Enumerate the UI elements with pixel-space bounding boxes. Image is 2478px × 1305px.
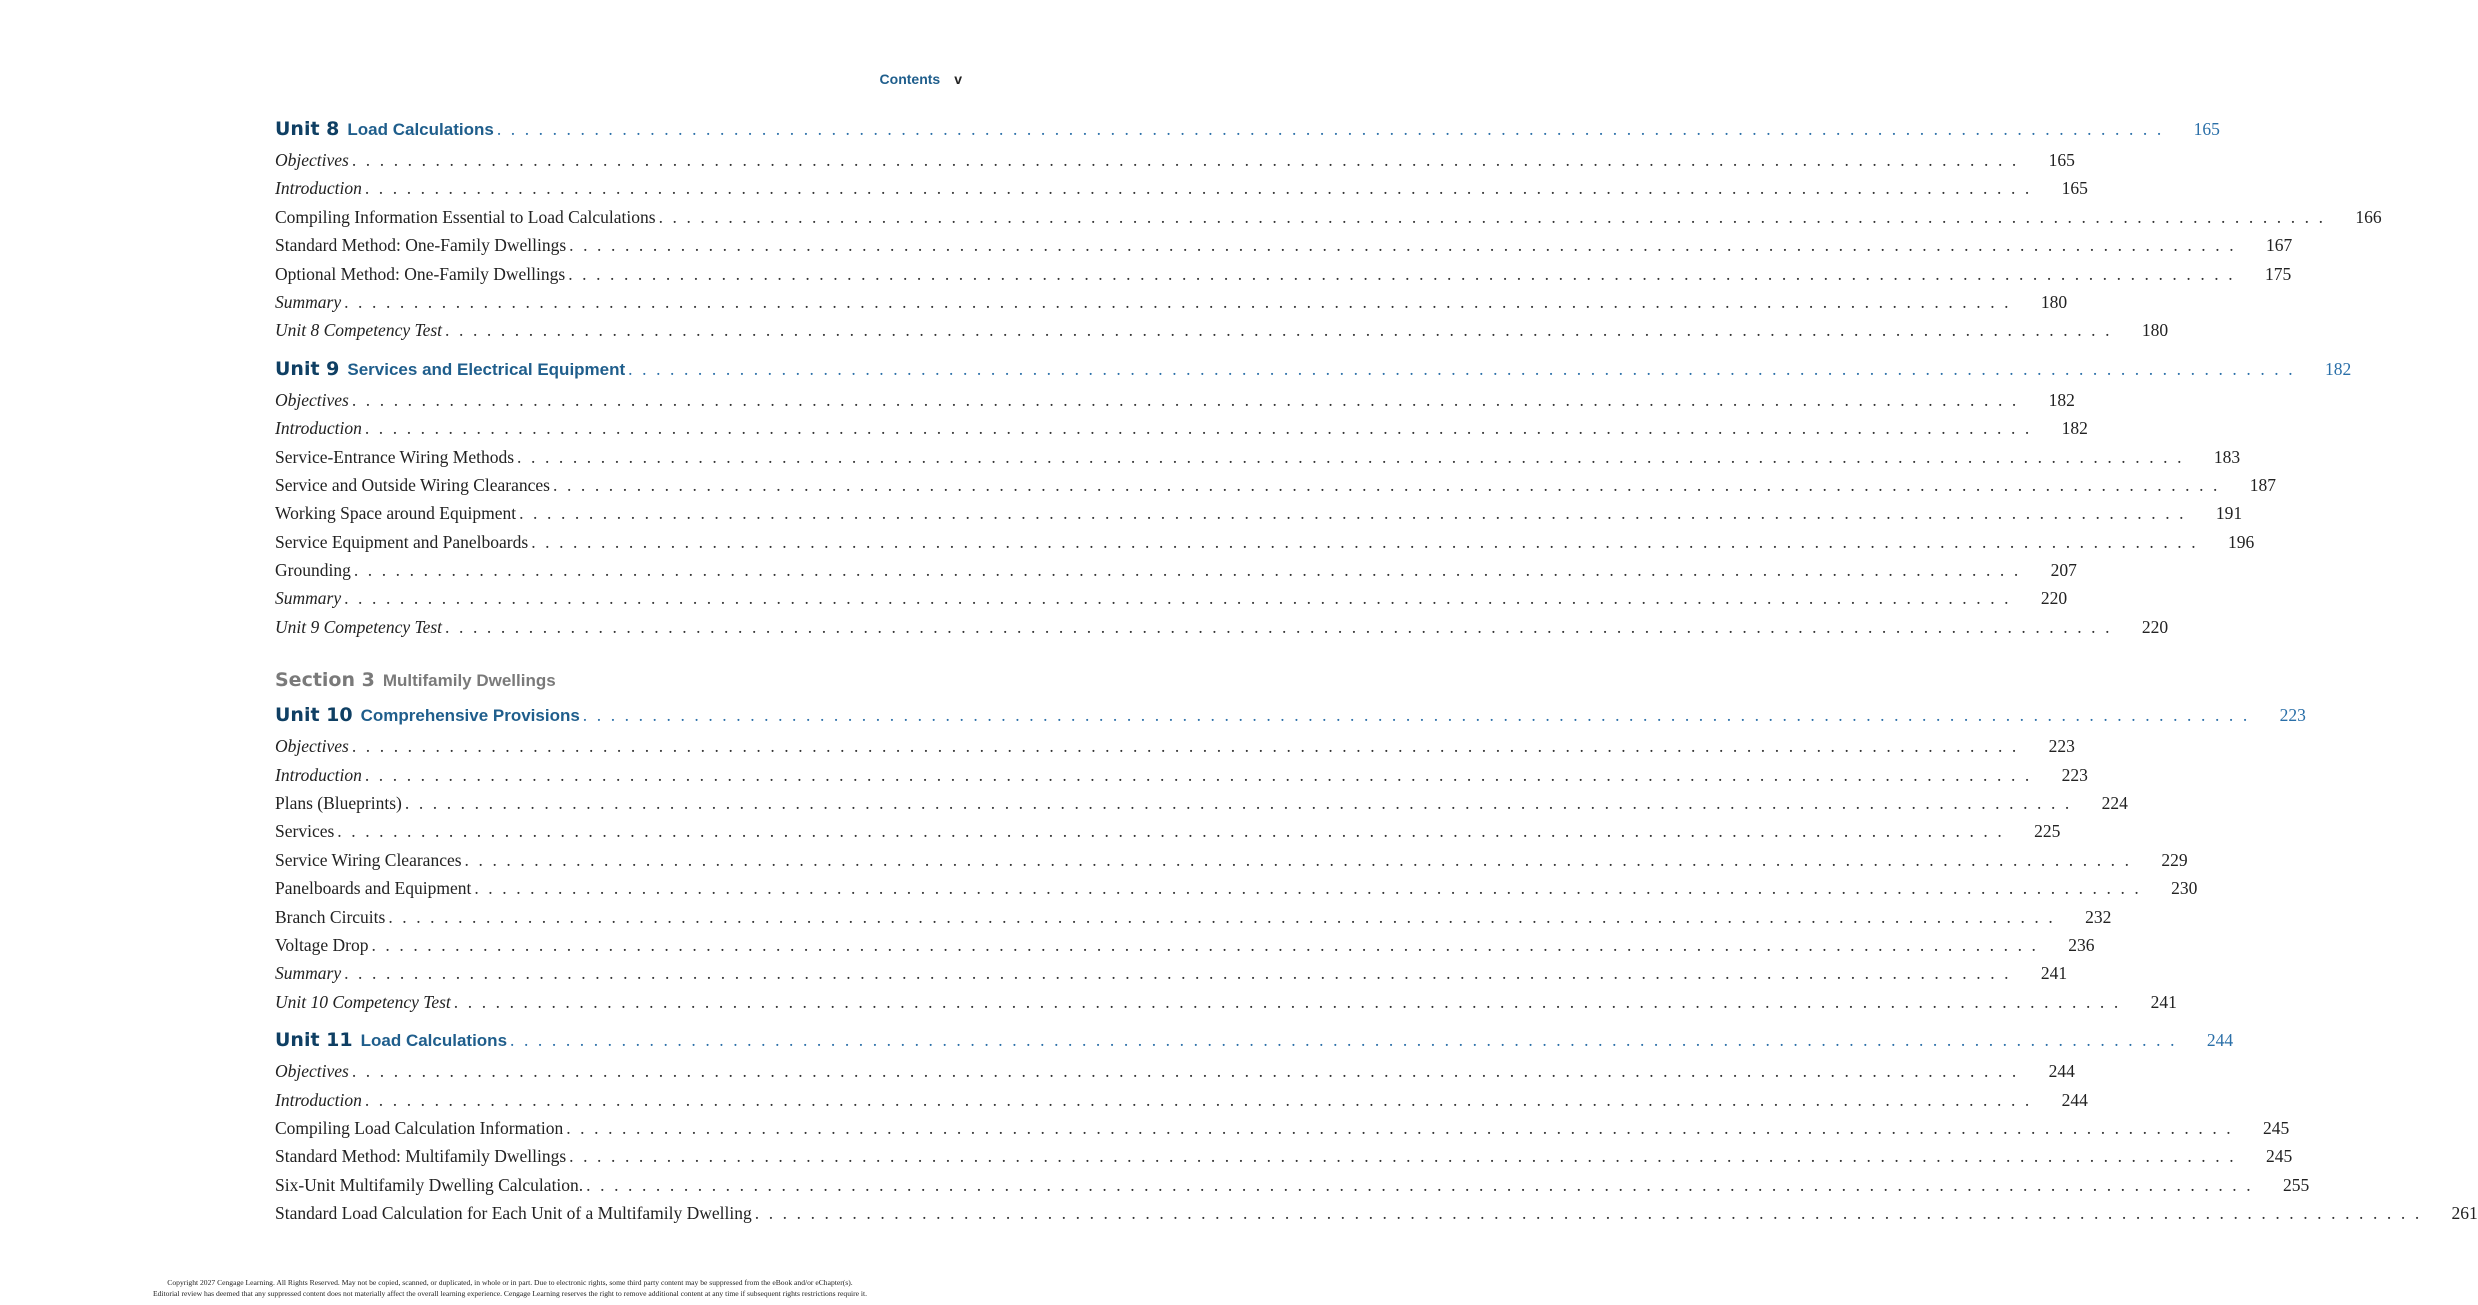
dot-leader: . . . . . . . . . . . . . . . . . . . . . . . . . . . . . . . . . . . . . . . . . . . . . . . . . . . . . . . . . . . . . . . . . . . . . . . . . . . . . . . . . . . . . . . . . . . . . . . . . . . . . . . . . . . . . . . . . . . . . . . . xyxy=(445,616,2113,637)
dot-leader: . . . . . . . . . . . . . . . . . . . . . . . . . . . . . . . . . . . . . . . . . . . . . . . . . . . . . . . . . . . . . . . . . . . . . . . . . . . . . . . . . . . . . . . . . . . . . . . . . . . . . . . . . . . . . . . . . . . . . . . . xyxy=(582,705,2250,726)
toc-entry-title: Standard Method: One-Family Dwellings xyxy=(275,235,567,256)
toc-entry-title: Introduction xyxy=(275,764,362,785)
unit-heading xyxy=(275,1023,2234,1057)
toc-entry-page: 225 xyxy=(2034,821,2061,842)
unit-label: Unit 10 xyxy=(275,704,353,727)
toc-entry-title: Service Equipment and Panelboards xyxy=(275,531,529,552)
unit-heading xyxy=(275,352,2352,386)
toc-entry-title: Objectives xyxy=(275,1061,349,1082)
toc-entry xyxy=(275,556,2077,584)
unit-title: Load Calculations xyxy=(347,120,494,139)
toc-entry xyxy=(275,260,2292,288)
dot-leader: . . . . . . . . . . . . . . . . . . . . . . . . . . . . . . . . . . . . . . . . . . . . . . . . . . . . . . . . . . . . . . . . . . . . . . . . . . . . . . . . . . . . . . . . . . . . . . . . . . . . . . . . . . . . . . . . . . . . . . . . xyxy=(531,531,2199,552)
toc-entry-title: Voltage Drop xyxy=(275,934,369,955)
toc-entry-title: Service Wiring Clearances xyxy=(275,849,462,870)
toc-entry xyxy=(275,231,2293,259)
toc-entry-page: 245 xyxy=(2263,1117,2290,1138)
copyright-footer xyxy=(0,1278,1020,1299)
unit-page-number: 223 xyxy=(2279,705,2306,726)
toc-entry-title: Services xyxy=(275,821,335,842)
toc-entry-page: 165 xyxy=(2048,150,2075,170)
toc-entry xyxy=(275,174,2088,202)
toc-entry xyxy=(275,1199,2478,1227)
toc-entry-page: 182 xyxy=(2061,418,2088,439)
dot-leader: . . . . . . . . . . . . . . . . . . . . . . . . . . . . . . . . . . . . . . . . . . . . . . . . . . . . . . . . . . . . . . . . . . . . . . . . . . . . . . . . . . . . . . . . . . . . . . . . . . . . . . . . . . . . . . . . . . . . . . . . xyxy=(453,991,2121,1012)
toc-entry xyxy=(275,988,2177,1016)
toc-entry xyxy=(275,146,2075,174)
toc-entry-page: 244 xyxy=(2048,1061,2075,1082)
toc-entry-page: 255 xyxy=(2282,1174,2310,1195)
toc-entry-title: Optional Method: One-Family Dwellings xyxy=(275,263,566,284)
dot-leader: . . . . . . . . . . . . . . . . . . . . . . . . . . . . . . . . . . . . . . . . . . . . . . . . . . . . . . . . . . . . . . . . . . . . . . . . . . . . . . . . . . . . . . . . . . . . . . . . . . . . . . . . . . . . . . . . . . . . . . . . xyxy=(553,474,2221,495)
dot-leader: . . . . . . . . . . . . . . . . . . . . . . . . . . . . . . . . . . . . . . . . . . . . . . . . . . . . . . . . . . . . . . . . . . . . . . . . . . . . . . . . . . . . . . . . . . . . . . . . . . . . . . . . . . . . . . . . . . . . . . . . xyxy=(353,560,2021,581)
dot-leader: . . . . . . . . . . . . . . . . . . . . . . . . . . . . . . . . . . . . . . . . . . . . . . . . . . . . . . . . . . . . . . . . . . . . . . . . . . . . . . . . . . . . . . . . . . . . . . . . . . . . . . . . . . . . . . . . . . . . . . . . xyxy=(351,389,2019,410)
dot-leader: . . . . . . . . . . . . . . . . . . . . . . . . . . . . . . . . . . . . . . . . . . . . . . . . . . . . . . . . . . . . . . . . . . . . . . . . . . . . . . . . . . . . . . . . . . . . . . . . . . . . . . . . . . . . . . . . . . . . . . . . xyxy=(517,446,2185,467)
toc-entry xyxy=(275,931,2095,959)
dot-leader: . . . . . . . . . . . . . . . . . . . . . . . . . . . . . . . . . . . . . . . . . . . . . . . . . . . . . . . . . . . . . . . . . . . . . . . . . . . . . . . . . . . . . . . . . . . . . . . . . . . . . . . . . . . . . . . . . . . . . . . . xyxy=(351,1061,2019,1082)
toc-entry xyxy=(275,499,2243,527)
toc-entry-page: 167 xyxy=(2265,235,2293,256)
copyright-line-1: Copyright 2027 Cengage Learning. All Rights Reserved. May not be copied, scanned, or duplicated, in whole or in part. Due to electronic rights, some third party content may be suppressed from the eBook and/or eChapter(s). xyxy=(167,1278,853,1287)
toc-entry-title: Unit 9 Competency Test xyxy=(275,616,443,637)
toc-entry xyxy=(275,761,2088,789)
unit-heading-title xyxy=(275,112,494,147)
section-title: Multifamily Dwellings xyxy=(382,671,556,691)
toc-entry-title: Summary xyxy=(275,291,342,312)
toc-entry xyxy=(275,789,2128,817)
dot-leader: . . . . . . . . . . . . . . . . . . . . . . . . . . . . . . . . . . . . . . . . . . . . . . . . . . . . . . . . . . . . . . . . . . . . . . . . . . . . . . . . . . . . . . . . . . . . . . . . . . . . . . . . . . . . . . . . . . . . . . . . xyxy=(566,1117,2234,1138)
dot-leader: . . . . . . . . . . . . . . . . . . . . . . . . . . . . . . . . . . . . . . . . . . . . . . . . . . . . . . . . . . . . . . . . . . . . . . . . . . . . . . . . . . . . . . . . . . . . . . . . . . . . . . . . . . . . . . . . . . . . . . . . xyxy=(569,235,2237,256)
dot-leader: . . . . . . . . . . . . . . . . . . . . . . . . . . . . . . . . . . . . . . . . . . . . . . . . . . . . . . . . . . . . . . . . . . . . . . . . . . . . . . . . . . . . . . . . . . . . . . . . . . . . . . . . . . . . . . . . . . . . . . . . xyxy=(351,150,2019,170)
unit-label: Unit 8 xyxy=(275,118,340,140)
toc-entry xyxy=(275,386,2075,414)
toc-entry-page: 232 xyxy=(2085,906,2112,927)
dot-leader: . . . . . . . . . . . . . . . . . . . . . . . . . . . . . . . . . . . . . . . . . . . . . . . . . . . . . . . . . . . . . . . . . . . . . . . . . . . . . . . . . . . . . . . . . . . . . . . . . . . . . . . . . . . . . . . . . . . . . . . . xyxy=(404,793,2072,814)
toc-entry-page: 187 xyxy=(2249,474,2277,495)
toc-entry xyxy=(275,584,2068,612)
toc-entry xyxy=(275,1142,2293,1170)
toc-entry xyxy=(275,528,2255,556)
toc-entry-title: Standard Load Calculation for Each Unit of a Multifamily Dwelling xyxy=(275,1203,752,1224)
toc-entry-title: Grounding xyxy=(275,560,351,581)
toc-entry-page: 223 xyxy=(2061,764,2088,785)
toc-entry xyxy=(275,316,2169,344)
toc-entry-title: Plans (Blueprints) xyxy=(275,793,402,814)
unit-heading xyxy=(275,698,2306,732)
unit-heading-title xyxy=(275,1023,507,1058)
dot-leader: . . . . . . . . . . . . . . . . . . . . . . . . . . . . . . . . . . . . . . . . . . . . . . . . . . . . . . . . . . . . . . . . . . . . . . . . . . . . . . . . . . . . . . . . . . . . . . . . . . . . . . . . . . . . . . . . . . . . . . . . xyxy=(496,119,2164,139)
toc-entry xyxy=(275,732,2075,760)
toc-entry-title: Introduction xyxy=(275,1089,362,1110)
toc-entry-title: Compiling Information Essential to Load Calculations xyxy=(275,206,656,227)
toc-entry xyxy=(275,903,2112,931)
toc-entry-page: 220 xyxy=(2141,616,2169,637)
toc-entry-title: Six-Unit Multifamily Dwelling Calculation. xyxy=(275,1174,584,1195)
dot-leader: . . . . . . . . . . . . . . . . . . . . . . . . . . . . . . . . . . . . . . . . . . . . . . . . . . . . . . . . . . . . . . . . . . . . . . . . . . . . . . . . . . . . . . . . . . . . . . . . . . . . . . . . . . . . . . . . . . . . . . . . xyxy=(628,358,2296,379)
toc-entry-title: Panelboards and Equipment xyxy=(275,878,472,899)
unit-page-number: 182 xyxy=(2324,358,2352,379)
dot-leader: . . . . . . . . . . . . . . . . . . . . . . . . . . . . . . . . . . . . . . . . . . . . . . . . . . . . . . . . . . . . . . . . . . . . . . . . . . . . . . . . . . . . . . . . . . . . . . . . . . . . . . . . . . . . . . . . . . . . . . . . xyxy=(344,588,2012,609)
unit-title: Load Calculations xyxy=(360,1031,508,1051)
copyright-line-2: Editorial review has deemed that any suppressed content does not materially affect the overall learning experience. Cengage Learning reserves the right to remove additional content at any time if subsequent rights restrictions require it. xyxy=(152,1288,868,1298)
toc-entry-page: 180 xyxy=(2040,291,2068,312)
section-label: Section 3 xyxy=(275,669,375,692)
toc-entry-title: Objectives xyxy=(275,389,349,410)
toc-entry-title: Unit 10 Competency Test xyxy=(275,991,451,1012)
running-header xyxy=(880,71,962,87)
dot-leader: . . . . . . . . . . . . . . . . . . . . . . . . . . . . . . . . . . . . . . . . . . . . . . . . . . . . . . . . . . . . . . . . . . . . . . . . . . . . . . . . . . . . . . . . . . . . . . . . . . . . . . . . . . . . . . . . . . . . . . . . xyxy=(519,503,2187,524)
toc-entry-page: 183 xyxy=(2213,446,2241,467)
toc-entry-page: 165 xyxy=(2061,178,2088,199)
toc-entry-title: Objectives xyxy=(275,736,349,757)
toc-entry-title: Objectives xyxy=(275,150,349,170)
toc-entry-title: Compiling Load Calculation Information xyxy=(275,1117,564,1138)
dot-leader: . . . . . . . . . . . . . . . . . . . . . . . . . . . . . . . . . . . . . . . . . . . . . . . . . . . . . . . . . . . . . . . . . . . . . . . . . . . . . . . . . . . . . . . . . . . . . . . . . . . . . . . . . . . . . . . . . . . . . . . . xyxy=(351,736,2019,757)
toc-entry-page: 180 xyxy=(2141,320,2169,341)
dot-leader: . . . . . . . . . . . . . . . . . . . . . . . . . . . . . . . . . . . . . . . . . . . . . . . . . . . . . . . . . . . . . . . . . . . . . . . . . . . . . . . . . . . . . . . . . . . . . . . . . . . . . . . . . . . . . . . . . . . . . . . . xyxy=(371,934,2039,955)
dot-leader: . . . . . . . . . . . . . . . . . . . . . . . . . . . . . . . . . . . . . . . . . . . . . . . . . . . . . . . . . . . . . . . . . . . . . . . . . . . . . . . . . . . . . . . . . . . . . . . . . . . . . . . . . . . . . . . . . . . . . . . . xyxy=(388,906,2056,927)
toc-entry xyxy=(275,203,2382,231)
toc-entry-title: Working Space around Equipment xyxy=(275,503,517,524)
toc-entry xyxy=(275,471,2277,499)
toc-entry-title: Introduction xyxy=(275,178,362,199)
dot-leader: . . . . . . . . . . . . . . . . . . . . . . . . . . . . . . . . . . . . . . . . . . . . . . . . . . . . . . . . . . . . . . . . . . . . . . . . . . . . . . . . . . . . . . . . . . . . . . . . . . . . . . . . . . . . . . . . . . . . . . . . xyxy=(568,263,2236,284)
toc-entry xyxy=(275,1086,2088,1114)
toc-entry-page: 244 xyxy=(2061,1089,2088,1110)
dot-leader: . . . . . . . . . . . . . . . . . . . . . . . . . . . . . . . . . . . . . . . . . . . . . . . . . . . . . . . . . . . . . . . . . . . . . . . . . . . . . . . . . . . . . . . . . . . . . . . . . . . . . . . . . . . . . . . . . . . . . . . . xyxy=(364,1089,2032,1110)
dot-leader: . . . . . . . . . . . . . . . . . . . . . . . . . . . . . . . . . . . . . . . . . . . . . . . . . . . . . . . . . . . . . . . . . . . . . . . . . . . . . . . . . . . . . . . . . . . . . . . . . . . . . . . . . . . . . . . . . . . . . . . . xyxy=(474,878,2142,899)
dot-leader: . . . . . . . . . . . . . . . . . . . . . . . . . . . . . . . . . . . . . . . . . . . . . . . . . . . . . . . . . . . . . . . . . . . . . . . . . . . . . . . . . . . . . . . . . . . . . . . . . . . . . . . . . . . . . . . . . . . . . . . . xyxy=(364,178,2032,199)
toc-entry-page: 223 xyxy=(2048,736,2075,757)
section-heading xyxy=(275,663,850,697)
toc-entry-page: 196 xyxy=(2227,531,2255,552)
running-header-label: Contents xyxy=(879,71,941,87)
unit-title: Services and Electrical Equipment xyxy=(347,359,626,379)
toc-entry-page: 241 xyxy=(2040,963,2068,984)
dot-leader: . . . . . . . . . . . . . . . . . . . . . . . . . . . . . . . . . . . . . . . . . . . . . . . . . . . . . . . . . . . . . . . . . . . . . . . . . . . . . . . . . . . . . . . . . . . . . . . . . . . . . . . . . . . . . . . . . . . . . . . . xyxy=(569,1146,2237,1167)
toc-entry-title: Service and Outside Wiring Clearances xyxy=(275,474,550,495)
unit-page-number: 244 xyxy=(2206,1030,2234,1051)
toc-entry-page: 220 xyxy=(2040,588,2068,609)
unit-title: Comprehensive Provisions xyxy=(360,706,580,726)
toc-entry-title: Introduction xyxy=(275,418,362,439)
dot-leader: . . . . . . . . . . . . . . . . . . . . . . . . . . . . . . . . . . . . . . . . . . . . . . . . . . . . . . . . . . . . . . . . . . . . . . . . . . . . . . . . . . . . . . . . . . . . . . . . . . . . . . . . . . . . . . . . . . . . . . . . xyxy=(586,1174,2254,1195)
toc-entry xyxy=(275,1171,2310,1199)
unit-label: Unit 9 xyxy=(275,357,340,380)
toc-entry xyxy=(275,817,2061,845)
toc-entry-page: 224 xyxy=(2101,793,2128,814)
unit-heading-title xyxy=(275,698,580,733)
dot-leader: . . . . . . . . . . . . . . . . . . . . . . . . . . . . . . . . . . . . . . . . . . . . . . . . . . . . . . . . . . . . . . . . . . . . . . . . . . . . . . . . . . . . . . . . . . . . . . . . . . . . . . . . . . . . . . . . . . . . . . . . xyxy=(464,849,2132,870)
unit-heading-title xyxy=(275,352,625,387)
toc-entry-page: 241 xyxy=(2150,991,2177,1012)
toc-entry xyxy=(275,846,2188,874)
toc-entry-page: 245 xyxy=(2265,1146,2293,1167)
dot-leader: . . . . . . . . . . . . . . . . . . . . . . . . . . . . . . . . . . . . . . . . . . . . . . . . . . . . . . . . . . . . . . . . . . . . . . . . . . . . . . . . . . . . . . . . . . . . . . . . . . . . . . . . . . . . . . . . . . . . . . . . xyxy=(754,1203,2422,1224)
table-of-contents xyxy=(275,112,2478,1228)
unit-label: Unit 11 xyxy=(275,1029,353,1052)
toc-entry-page: 191 xyxy=(2215,503,2243,524)
toc-entry-title: Standard Method: Multifamily Dwellings xyxy=(275,1146,567,1167)
toc-entry xyxy=(275,613,2169,641)
toc-entry-title: Service-Entrance Wiring Methods xyxy=(275,446,515,467)
toc-entry-page: 230 xyxy=(2171,878,2198,899)
toc-entry-title: Branch Circuits xyxy=(275,906,386,927)
dot-leader: . . . . . . . . . . . . . . . . . . . . . . . . . . . . . . . . . . . . . . . . . . . . . . . . . . . . . . . . . . . . . . . . . . . . . . . . . . . . . . . . . . . . . . . . . . . . . . . . . . . . . . . . . . . . . . . . . . . . . . . . xyxy=(364,764,2032,785)
dot-leader: . . . . . . . . . . . . . . . . . . . . . . . . . . . . . . . . . . . . . . . . . . . . . . . . . . . . . . . . . . . . . . . . . . . . . . . . . . . . . . . . . . . . . . . . . . . . . . . . . . . . . . . . . . . . . . . . . . . . . . . . xyxy=(337,821,2005,842)
toc-entry-page: 182 xyxy=(2048,389,2075,410)
dot-leader: . . . . . . . . . . . . . . . . . . . . . . . . . . . . . . . . . . . . . . . . . . . . . . . . . . . . . . . . . . . . . . . . . . . . . . . . . . . . . . . . . . . . . . . . . . . . . . . . . . . . . . . . . . . . . . . . . . . . . . . . xyxy=(344,963,2012,984)
toc-entry-page: 229 xyxy=(2161,849,2188,870)
toc-entry xyxy=(275,414,2088,442)
toc-entry xyxy=(275,959,2068,987)
toc-entry-title: Summary xyxy=(275,963,342,984)
page-number: v xyxy=(954,71,962,87)
toc-entry-title: Summary xyxy=(275,588,342,609)
dot-leader: . . . . . . . . . . . . . . . . . . . . . . . . . . . . . . . . . . . . . . . . . . . . . . . . . . . . . . . . . . . . . . . . . . . . . . . . . . . . . . . . . . . . . . . . . . . . . . . . . . . . . . . . . . . . . . . . . . . . . . . . xyxy=(344,291,2012,312)
toc-entry-page: 175 xyxy=(2264,263,2292,284)
toc-entry-page: 207 xyxy=(2050,560,2077,581)
dot-leader: . . . . . . . . . . . . . . . . . . . . . . . . . . . . . . . . . . . . . . . . . . . . . . . . . . . . . . . . . . . . . . . . . . . . . . . . . . . . . . . . . . . . . . . . . . . . . . . . . . . . . . . . . . . . . . . . . . . . . . . . xyxy=(658,206,2326,227)
dot-leader: . . . . . . . . . . . . . . . . . . . . . . . . . . . . . . . . . . . . . . . . . . . . . . . . . . . . . . . . . . . . . . . . . . . . . . . . . . . . . . . . . . . . . . . . . . . . . . . . . . . . . . . . . . . . . . . . . . . . . . . . xyxy=(364,418,2032,439)
unit-heading xyxy=(275,112,2220,146)
toc-entry xyxy=(275,288,2068,316)
toc-entry xyxy=(275,1114,2290,1142)
toc-entry xyxy=(275,1057,2075,1085)
toc-entry-page: 236 xyxy=(2068,934,2095,955)
toc-entry-title: Unit 8 Competency Test xyxy=(275,320,443,341)
dot-leader: . . . . . . . . . . . . . . . . . . . . . . . . . . . . . . . . . . . . . . . . . . . . . . . . . . . . . . . . . . . . . . . . . . . . . . . . . . . . . . . . . . . . . . . . . . . . . . . . . . . . . . . . . . . . . . . . . . . . . . . . xyxy=(445,320,2113,341)
toc-entry-page: 261 xyxy=(2451,1203,2478,1224)
toc-entry xyxy=(275,443,2241,471)
toc-entry xyxy=(275,874,2198,902)
dot-leader: . . . . . . . . . . . . . . . . . . . . . . . . . . . . . . . . . . . . . . . . . . . . . . . . . . . . . . . . . . . . . . . . . . . . . . . . . . . . . . . . . . . . . . . . . . . . . . . . . . . . . . . . . . . . . . . . . . . . . . . . xyxy=(510,1030,2178,1051)
toc-entry-page: 166 xyxy=(2355,206,2382,227)
unit-page-number: 165 xyxy=(2193,119,2220,139)
